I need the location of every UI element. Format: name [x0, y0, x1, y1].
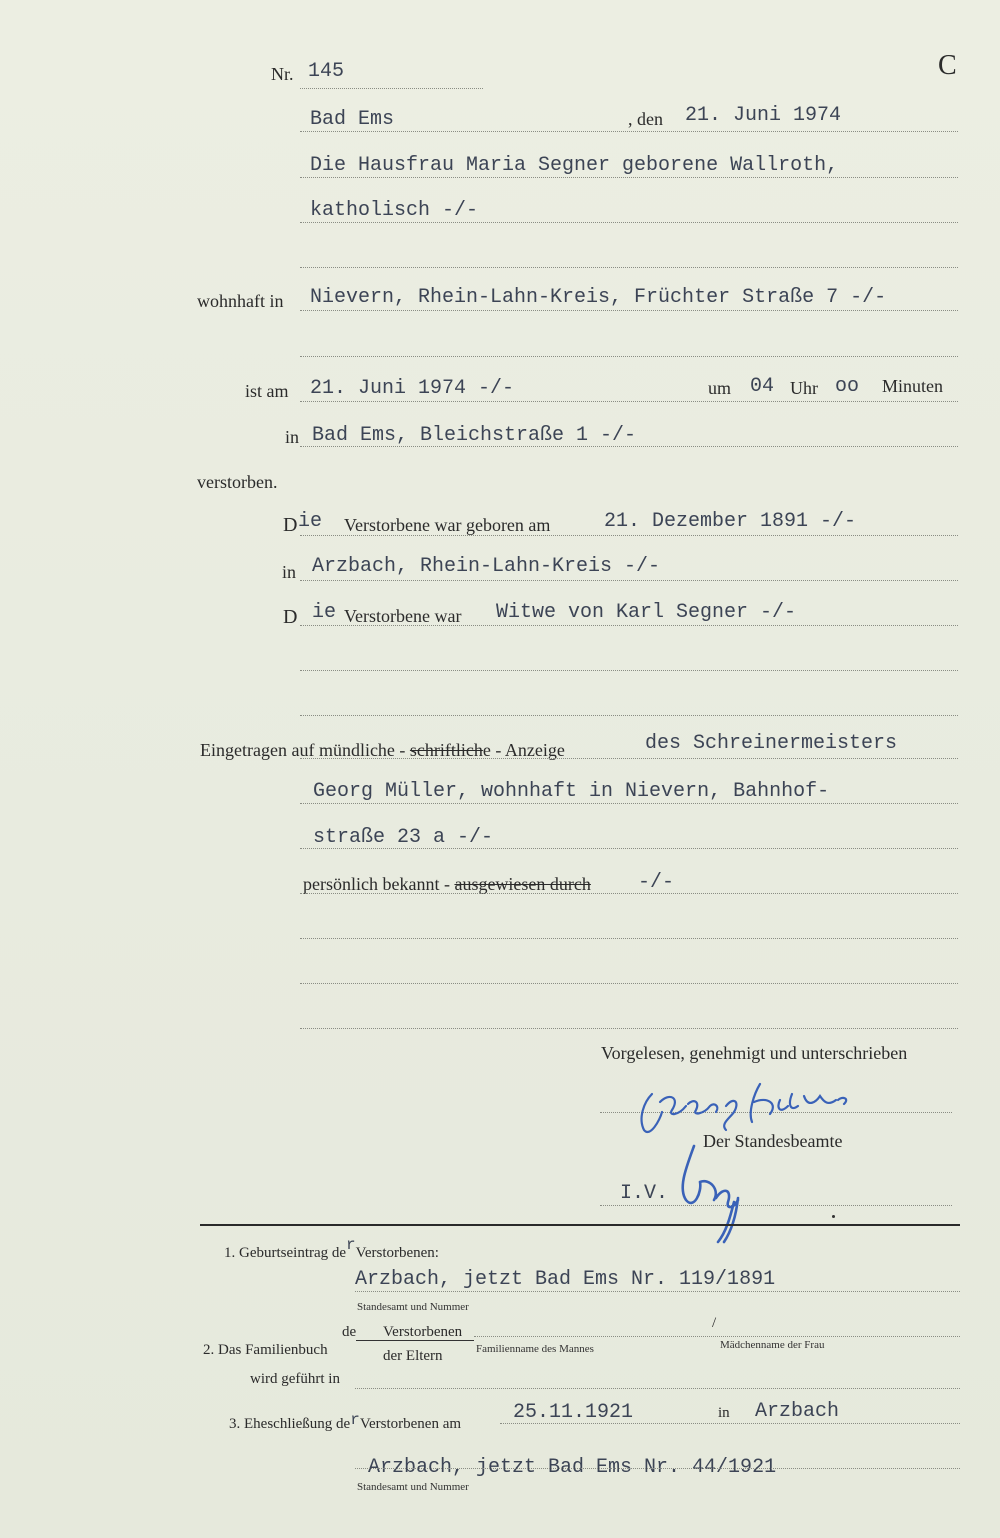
death-date: 21. Juni 1974 -/-: [310, 377, 515, 400]
registration-rule-1: [300, 758, 958, 759]
death-minutes: oo: [835, 375, 860, 398]
death-hour: 04: [750, 375, 775, 398]
status-rule: [300, 625, 958, 626]
place-line: [300, 131, 958, 132]
signature-line-2: [600, 1205, 952, 1206]
nr-line: [300, 88, 483, 89]
read-approved-text: Vorgelesen, genehmigt und unterschrieben: [601, 1043, 908, 1063]
blank-rule-2: [300, 356, 958, 357]
residence-rule: [300, 310, 958, 311]
death-place-rule: [300, 446, 958, 447]
ink-dot: [832, 1215, 835, 1218]
note3-rule: [500, 1423, 960, 1424]
status-d-prefix: D: [283, 606, 298, 628]
note3-date: 25.11.1921: [513, 1401, 634, 1424]
birth-d-prefix: D: [283, 514, 298, 536]
registration-struck: schriftlich: [409, 740, 483, 760]
birth-date: 21. Dezember 1891 -/-: [604, 510, 857, 533]
note2-slash: /: [712, 1315, 717, 1331]
registration-line3: straße 23 a -/-: [313, 826, 494, 849]
nr-value: 145: [308, 60, 345, 83]
registration-rule-2: [300, 803, 958, 804]
note2-de: de: [342, 1324, 357, 1340]
registrar-label: Der Standesbeamte: [703, 1131, 843, 1151]
person-line2: katholisch -/-: [310, 199, 479, 222]
nr-label: Nr.: [271, 64, 294, 84]
person-line1-rule: [300, 177, 958, 178]
place-value: Bad Ems: [310, 108, 395, 131]
verstorben-label: verstorben.: [197, 472, 278, 492]
person-line2-rule: [300, 222, 958, 223]
known-rule: [300, 893, 958, 894]
known-value: -/-: [638, 871, 675, 894]
known-label: persönlich bekannt -: [303, 874, 450, 894]
death-uhr-label: Uhr: [790, 378, 818, 398]
iv-label: I.V.: [620, 1182, 669, 1205]
birth-date-rule: [300, 535, 958, 536]
registration-label-start: Eingetragen auf mündliche -: [200, 740, 406, 760]
registration-rule-3: [300, 848, 958, 849]
note3-label: [229, 1411, 462, 1433]
note2-caption-woman: Mädchenname der Frau: [720, 1339, 825, 1351]
birth-label: Verstorbene war geboren am: [344, 515, 551, 535]
status-value: Witwe von Karl Segner -/-: [496, 601, 797, 624]
note1-rule: [355, 1291, 960, 1292]
note2-option2: der Eltern: [383, 1348, 443, 1364]
blank-rule-1: [300, 267, 958, 268]
note3-in: in: [718, 1405, 730, 1421]
death-date-rule: [300, 401, 958, 402]
blank-rule-7: [300, 1028, 958, 1029]
death-in-label: in: [285, 427, 300, 447]
note1-r: r: [346, 1236, 356, 1254]
note1-label: [224, 1236, 439, 1262]
registration-line2: Georg Müller, wohnhaft in Nievern, Bahnhof-: [313, 780, 830, 803]
birth-in-label: in: [282, 562, 297, 582]
blank-rule-6: [300, 983, 958, 984]
blank-rule-5: [300, 938, 958, 939]
note2-wird: wird geführt in: [250, 1371, 340, 1387]
note2-caption-man: Familienname des Mannes: [476, 1343, 594, 1355]
section-divider: [200, 1224, 960, 1226]
birth-ie-typed: ie: [298, 510, 323, 533]
birth-place: Arzbach, Rhein-Lahn-Kreis -/-: [312, 555, 661, 578]
note1-value: Arzbach, jetzt Bad Ems Nr. 119/1891: [355, 1268, 776, 1291]
note2-rule: [474, 1336, 960, 1337]
residence-label: wohnhaft in: [197, 291, 284, 311]
person-line1: Die Hausfrau Maria Segner geborene Wallroth,: [310, 154, 839, 177]
note2-option1: Verstorbenen: [383, 1324, 463, 1340]
note3-caption: Standesamt und Nummer: [357, 1481, 469, 1493]
death-minuten-label: Minuten: [882, 376, 943, 396]
note2-fraction-line: [356, 1340, 474, 1341]
note3-place: Arzbach: [755, 1400, 840, 1423]
registration-label-end: e - Anzeige: [482, 740, 565, 760]
date-value: 21. Juni 1974: [685, 104, 842, 127]
note2-label: 2. Das Familienbuch: [203, 1342, 328, 1358]
note1-label-a: 1. Geburtseintrag de: [224, 1245, 347, 1261]
blank-rule-3: [300, 670, 958, 671]
registration-line1: des Schreinermeisters: [645, 732, 898, 755]
registrar-signature: [672, 1138, 762, 1248]
known-label-group: [303, 874, 591, 895]
residence-value: Nievern, Rhein-Lahn-Kreis, Früchter Straße 7 -/-: [310, 286, 887, 309]
note3-r: r: [350, 1411, 360, 1429]
known-struck: ausgewiesen durch: [454, 874, 591, 894]
death-ist-am-label: ist am: [245, 381, 289, 401]
birth-place-rule: [300, 580, 958, 581]
note2-wird-rule: [355, 1388, 960, 1389]
corner-letter: C: [938, 50, 957, 81]
death-place: Bad Ems, Bleichstraße 1 -/-: [312, 424, 637, 447]
note1-label-b: Verstorbenen:: [355, 1245, 439, 1261]
note3-value: Arzbach, jetzt Bad Ems Nr. 44/1921: [368, 1456, 777, 1479]
note3-label-a: 3. Eheschließung de: [229, 1416, 351, 1432]
death-um-label: um: [708, 378, 732, 398]
status-label: Verstorbene war: [344, 606, 462, 626]
note1-caption: Standesamt und Nummer: [357, 1301, 469, 1313]
note3-value-rule: [355, 1468, 960, 1469]
note3-label-b: Verstorbenen am: [359, 1416, 462, 1432]
blank-rule-4: [300, 715, 958, 716]
status-ie-typed: ie: [312, 601, 337, 624]
den-label: , den: [628, 109, 663, 129]
